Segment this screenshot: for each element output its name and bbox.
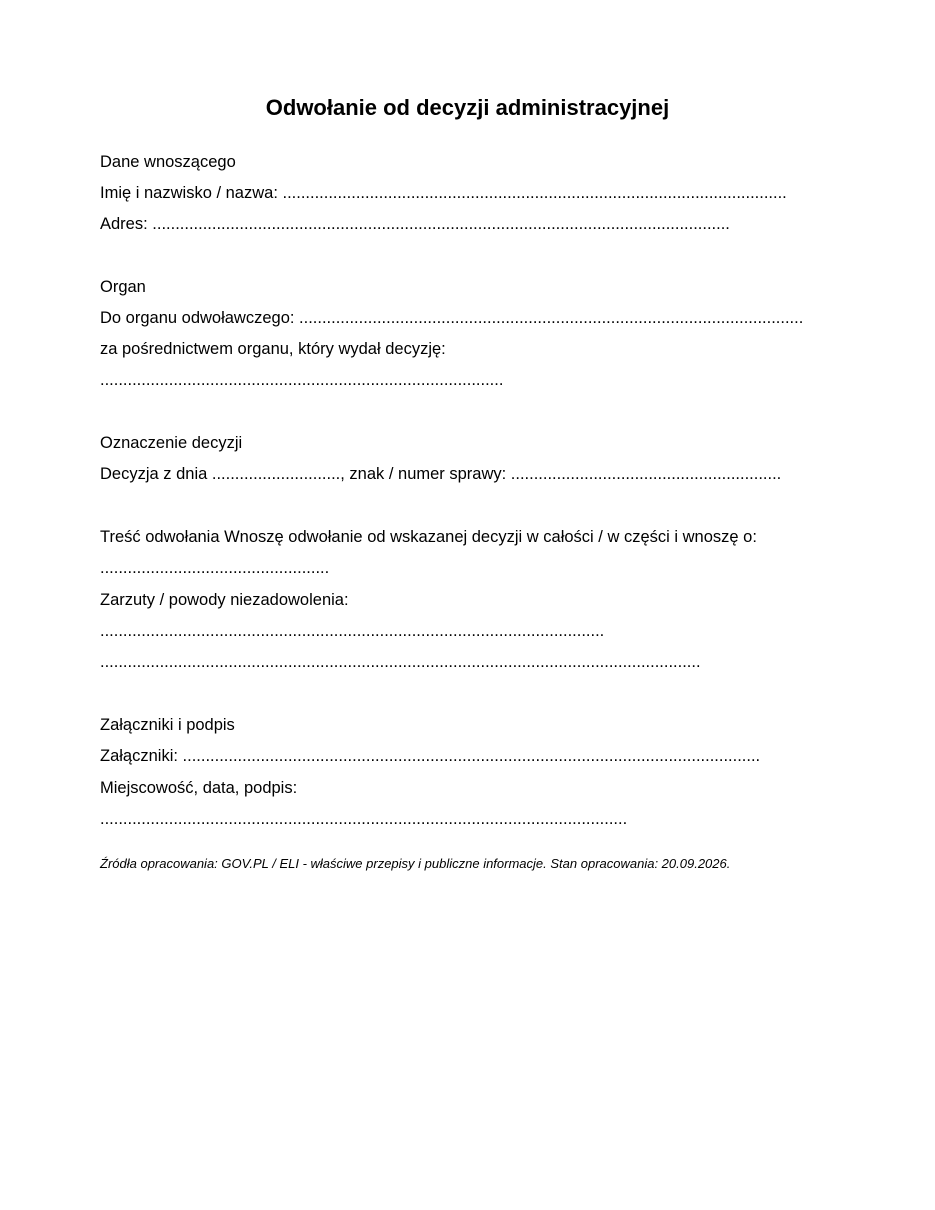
field-place-date-signature-label: Miejscowość, data, podpis:	[100, 779, 298, 797]
field-request-blank: ..................................................	[100, 559, 330, 577]
field-intermediary-label: za pośrednictwem organu, który wydał decyzję:	[100, 340, 446, 358]
field-objections-label: Zarzuty / powody niezadowolenia:	[100, 591, 349, 609]
field-address: Adres: ..............................................................................................................................	[100, 215, 730, 233]
field-name: Imię i nazwisko / nazwa: ..............................................................................................................	[100, 184, 787, 202]
section-heading-decision: Oznaczenie decyzji	[100, 434, 243, 452]
field-attachments: Załączniki: ..............................................................................................................................	[100, 747, 761, 765]
field-appeal-authority: Do organu odwoławczego: ..............................................................................................................	[100, 309, 804, 327]
document-footer-sources: Źródła opracowania: GOV.PL / ELI - właściwe przepisy i publiczne informacje. Stan opracowania: 20.09.2026.	[100, 856, 731, 871]
field-decision-date-number: Decyzja z dnia ............................, znak / numer sprawy: ...........................................................	[100, 465, 782, 483]
document-title: Odwołanie od decyzji administracyjnej	[265, 95, 670, 120]
field-objections-blank-1: ..............................................................................................................	[100, 622, 605, 640]
section-heading-attachments: Załączniki i podpis	[100, 716, 235, 734]
field-intermediary-blank: ........................................................................................	[100, 371, 504, 389]
section-heading-authority: Organ	[100, 278, 146, 296]
section-appeal-content: Treść odwołania Wnoszę odwołanie od wskazanej decyzji w całości / w części i wnoszę o:	[100, 528, 757, 546]
field-place-date-signature-blank: ...................................................................................................................	[100, 810, 628, 828]
section-heading-applicant: Dane wnoszącego	[100, 153, 236, 171]
field-objections-blank-2: ...................................................................................................................................	[100, 653, 701, 671]
